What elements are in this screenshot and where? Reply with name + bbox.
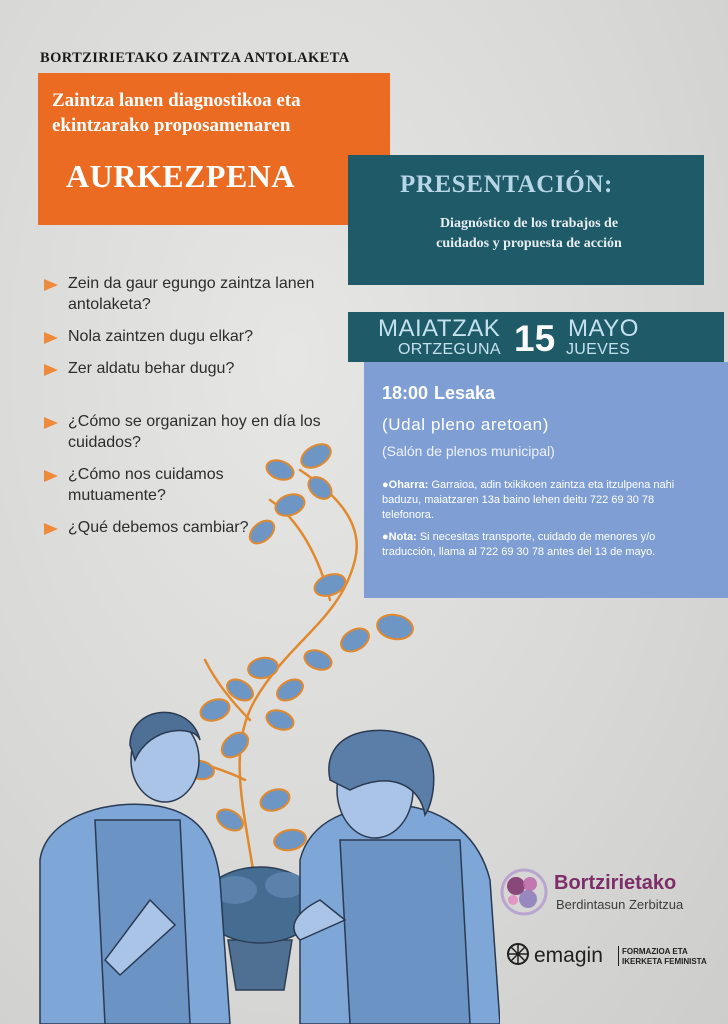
- question-text: ¿Cómo nos cuidamos mutuamente?: [68, 466, 224, 504]
- month-es: MAYO: [568, 315, 639, 342]
- month-eu: MAIATZAK: [378, 315, 501, 342]
- bullet-dot-icon: ●: [382, 479, 389, 491]
- list-item: [42, 326, 332, 347]
- org2-logo-sub: [622, 947, 707, 967]
- list-item: [42, 273, 332, 315]
- weekday-eu: ORTZEGUNA: [398, 341, 501, 358]
- event-place: Lesaka: [434, 383, 496, 403]
- event-hall-eu: (Udal pleno aretoan): [382, 415, 549, 434]
- org2-logo-name: emagin: [534, 944, 603, 967]
- question-text: Nola zaintzen dugu elkar?: [68, 328, 254, 345]
- org2-sub-line-1: FORMAZIOA ETA: [622, 947, 688, 956]
- list-item: [42, 358, 332, 379]
- organizer-title: BORTZIRIETAKO ZAINTZA ANTOLAKETA: [40, 50, 350, 66]
- event-hall-es: (Salón de plenos municipal): [382, 443, 555, 459]
- event-title-es: PRESENTACIÓN:: [400, 171, 613, 198]
- question-text: ¿Qué debemos cambiar?: [68, 519, 249, 536]
- questions-eu-list: [42, 273, 332, 379]
- bullet-dot-icon: ●: [382, 531, 389, 543]
- subtitle-es-line-2: cuidados y propuesta de acción: [436, 236, 622, 251]
- question-text: ¿Cómo se organizan hoy en día los cuidados?: [68, 413, 321, 451]
- arrow-bullet-icon: [44, 417, 58, 429]
- logo-divider: [618, 946, 619, 966]
- arrow-bullet-icon: [44, 279, 58, 291]
- note-es-label: Nota:: [388, 531, 417, 543]
- bortzirietako-logo-icon: [498, 866, 550, 918]
- subtitle-line-1: Zaintza lanen diagnostikoa eta: [52, 90, 301, 111]
- emagin-logo-icon: [506, 942, 530, 966]
- org2-sub-line-2: IKERKETA FEMINISTA: [622, 957, 707, 966]
- event-subtitle-es: [372, 214, 686, 254]
- question-text: Zer aldatu behar dugu?: [68, 360, 235, 377]
- org1-logo-name: Bortzirietako: [554, 872, 677, 894]
- note-eu-text: Garraioa, adin txikikoen zaintza eta itzulpena nahi baduzu, maiatzaren 13a baino lehen deitu 722 69 30 78 telefonora.: [382, 479, 675, 521]
- event-title-eu: AURKEZPENA: [66, 158, 296, 194]
- subtitle-es-line-1: Diagnóstico de los trabajos de: [439, 216, 619, 231]
- caregivers-illustration: [0, 430, 500, 1024]
- older-woman-illustration: [294, 730, 500, 1024]
- note-es-text: Si necesitas transporte, cuidado de menores y/o traducción, llama al 722 69 30 78 antes del 13 de mayo.: [382, 531, 656, 558]
- arrow-bullet-icon: [44, 332, 58, 344]
- subtitle-line-2: ekintzarako proposamenaren: [52, 115, 291, 136]
- question-text: Zein da gaur egungo zaintza lanen antolaketa?: [68, 275, 315, 313]
- note-eu-label: Oharra:: [388, 479, 429, 491]
- young-person-illustration: [40, 712, 230, 1024]
- event-subtitle-eu: [52, 88, 382, 138]
- org1-logo-sub: Berdintasun Zerbitzua: [556, 897, 684, 912]
- event-time: 18:00: [382, 383, 429, 403]
- day-number: 15: [514, 318, 556, 359]
- arrow-bullet-icon: [44, 364, 58, 376]
- weekday-es: JUEVES: [566, 341, 631, 358]
